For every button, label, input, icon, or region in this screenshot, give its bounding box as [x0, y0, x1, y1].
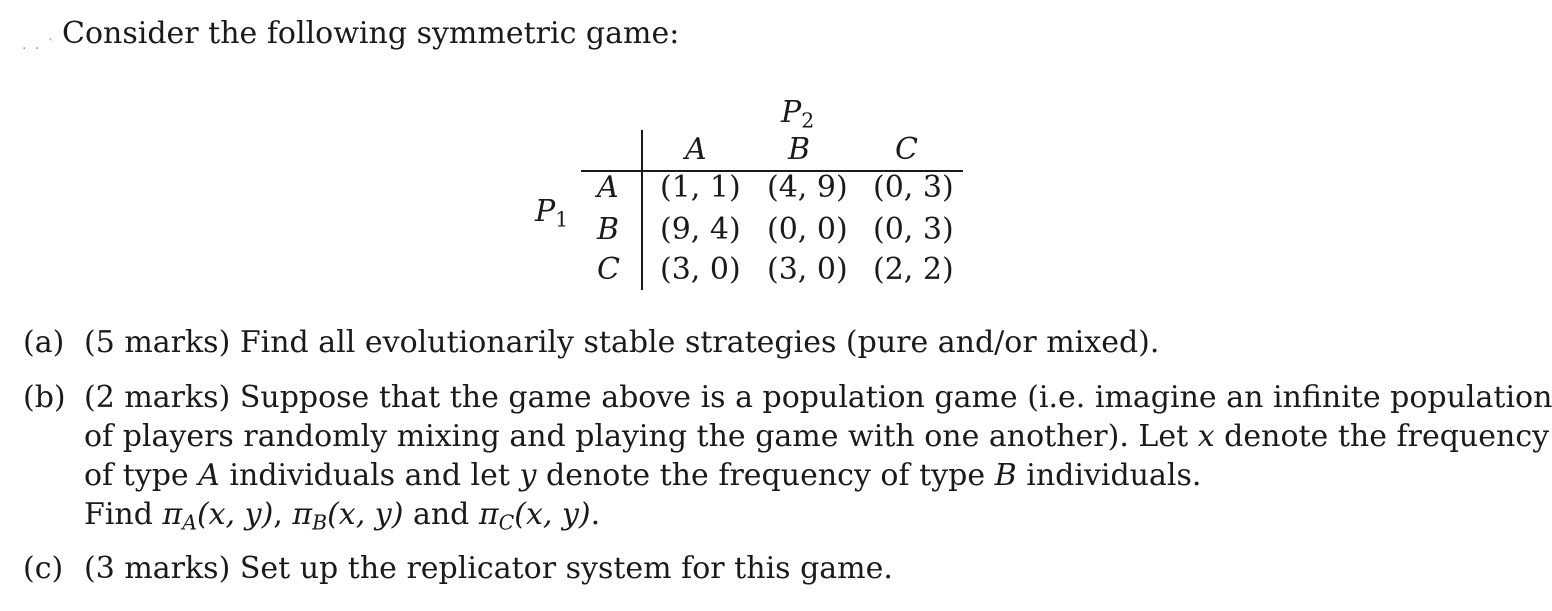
payoff-cell-bc: (0, 3) — [873, 212, 954, 247]
column-header-b: B — [788, 132, 811, 167]
payoff-cell-ca: (3, 0) — [660, 252, 741, 287]
column-player-label: $P_2$ — [781, 95, 815, 133]
column-header-a: A — [685, 132, 707, 167]
part-c-text: (3 marks) Set up the replicator system for this game. — [84, 551, 893, 586]
matrix-vertical-rule — [641, 130, 643, 290]
row-header-c: C — [597, 252, 620, 287]
part-b-line-1: (2 marks) Suppose that the game above is a population game (i.e. imagine an infinite population — [84, 380, 1552, 415]
row-player-label: $P_1$ — [535, 194, 569, 232]
part-a-text: (5 marks) Find all evolutionarily stable strategies (pure and/or mixed). — [84, 325, 1160, 360]
payoff-cell-bb: (0, 0) — [767, 212, 848, 247]
part-b-line-3: of type A individuals and let y denote the frequency of type B individuals. — [84, 458, 1202, 493]
payoff-cell-aa: (1, 1) — [660, 170, 741, 205]
matrix-horizontal-rule — [581, 170, 963, 172]
payoff-cell-cb: (3, 0) — [767, 252, 848, 287]
scan-artifact: . . ` — [22, 37, 57, 53]
payoff-cell-ba: (9, 4) — [660, 212, 741, 247]
row-header-b: B — [597, 212, 620, 247]
part-b-line-4: Find $\pi_A(x$, y), $\pi_B(x$, y) and $\pi_C(x$, y). — [84, 497, 601, 535]
part-c-label: (c) — [23, 551, 64, 586]
part-b-text — [84, 378, 1552, 543]
part-a-label: (a) — [23, 325, 65, 360]
intro-text: Consider the following symmetric game: — [62, 16, 680, 51]
column-header-c: C — [895, 132, 918, 167]
payoff-cell-ab: (4, 9) — [767, 170, 848, 205]
part-b-line-2: of players randomly mixing and playing the game with one another). Let x denote the frequency — [84, 419, 1550, 454]
payoff-cell-cc: (2, 2) — [873, 252, 954, 287]
row-header-a: A — [597, 170, 619, 205]
payoff-cell-ac: (0, 3) — [873, 170, 954, 205]
part-b-label: (b) — [23, 380, 66, 415]
